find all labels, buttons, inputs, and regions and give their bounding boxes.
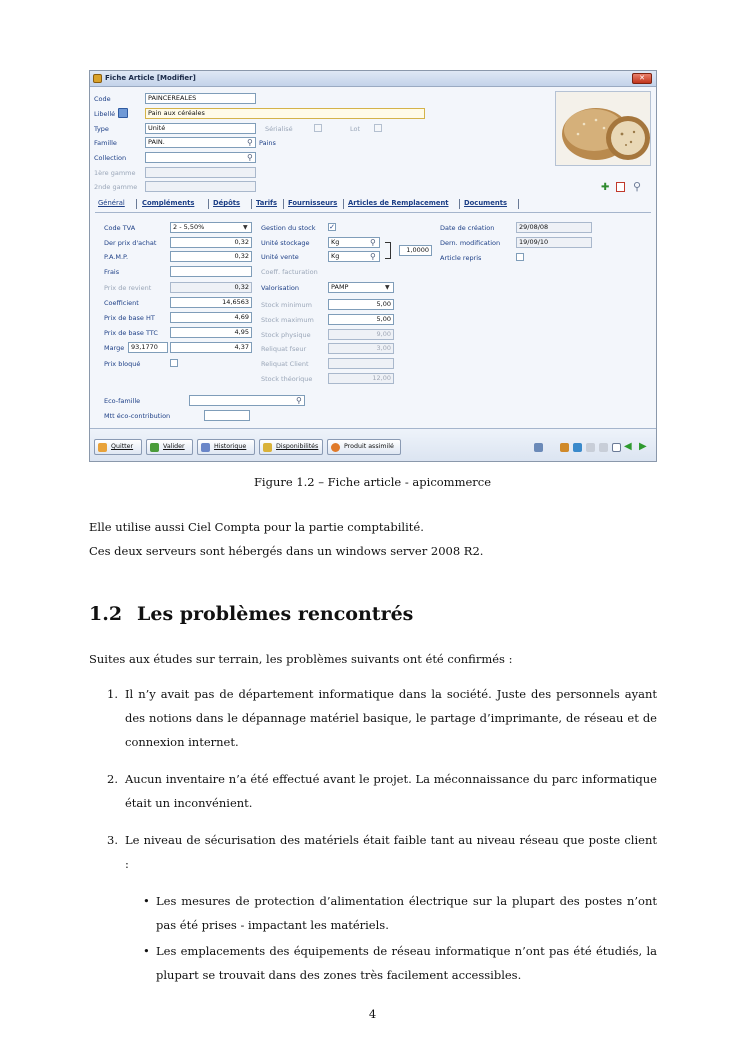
prix-revient-label: Prix de revient <box>104 284 152 292</box>
gamme1-label: 1ère gamme <box>94 169 136 177</box>
figure-caption: Figure 1.2 – Fiche article - apicommerce <box>253 475 492 489</box>
gamme1-input[interactable] <box>145 167 256 178</box>
previous-icon[interactable]: ◀ <box>624 441 632 452</box>
dern-modification-label: Dern. modification <box>440 239 501 247</box>
gestion-stock-label: Gestion du stock <box>261 224 316 232</box>
note-icon[interactable] <box>118 108 128 118</box>
conversion-bracket <box>385 242 391 259</box>
intro-line: Ces deux serveurs sont hébergés dans un windows server 2008 R2. <box>89 544 484 558</box>
collection-label: Collection <box>94 154 127 162</box>
prix-base-ttc-input[interactable]: 4,95 <box>170 327 252 338</box>
prix-base-ht-input[interactable]: 4,69 <box>170 312 252 323</box>
code-tva-select[interactable]: 2 - 5,50% <box>170 222 252 233</box>
tab-complements[interactable]: Compléments <box>142 199 195 207</box>
bread-image <box>556 92 651 166</box>
stock-physique-value: 9,00 <box>328 329 394 340</box>
chevron-down-icon[interactable]: ▼ <box>243 224 248 231</box>
serialise-checkbox[interactable] <box>314 124 322 132</box>
frais-label: Frais <box>104 268 120 276</box>
reliquat-fournisseur-value: 3,00 <box>328 343 394 354</box>
stock-theorique-label: Stock théorique <box>261 375 313 383</box>
der-prix-achat-input[interactable]: 0,32 <box>170 237 252 248</box>
tab-separator <box>343 199 344 209</box>
lot-checkbox[interactable] <box>374 124 382 132</box>
stock-theorique-value: 12,00 <box>328 373 394 384</box>
famille-input[interactable]: PAIN. <box>145 137 256 148</box>
collection-input[interactable] <box>145 152 256 163</box>
unite-vente-label: Unité vente <box>261 253 299 261</box>
section-intro: Suites aux études sur terrain, les problèmes suivants ont été confirmés : <box>89 652 513 666</box>
chevron-down-icon[interactable]: ▼ <box>385 284 390 291</box>
article-repris-checkbox[interactable] <box>516 253 524 261</box>
unite-stockage-input[interactable]: Kg <box>328 237 380 248</box>
bullet-icon: • <box>143 944 150 958</box>
page-number: 4 <box>368 1007 377 1021</box>
eco-famille-input[interactable] <box>189 395 305 406</box>
section-number: 1.2 <box>89 603 123 625</box>
stock-minimum-input[interactable]: 5,00 <box>328 299 394 310</box>
tab-depots[interactable]: Dépôts <box>213 199 241 207</box>
famille-label: Famille <box>94 139 117 147</box>
prix-revient-value: 0,32 <box>170 282 252 293</box>
prix-bloque-label: Prix bloqué <box>104 360 141 368</box>
stock-physique-label: Stock physique <box>261 331 311 339</box>
produit-assimile-button[interactable]: Produit assimilé <box>327 439 401 455</box>
historique-button[interactable]: Historique <box>197 439 255 455</box>
tab-separator <box>251 199 252 209</box>
code-tva-label: Code TVA <box>104 224 136 232</box>
coefficient-label: Coefficient <box>104 299 139 307</box>
pamp-input[interactable]: 0,32 <box>170 251 252 262</box>
close-button[interactable]: ✕ <box>632 73 652 84</box>
eco-famille-label: Eco-famille <box>104 397 141 405</box>
search-icon[interactable]: ⚲ <box>370 238 376 247</box>
stock-minimum-label: Stock minimum <box>261 301 312 309</box>
tab-separator <box>136 199 137 209</box>
stock-icon[interactable] <box>560 443 569 452</box>
stock-maximum-label: Stock maximum <box>261 316 314 324</box>
search-icon[interactable]: ⚲ <box>247 138 253 147</box>
mtt-eco-input[interactable] <box>204 410 250 421</box>
pamp-label: P.A.M.P. <box>104 253 129 261</box>
exit-icon <box>98 443 107 452</box>
lot-label: Lot <box>350 125 361 133</box>
add-icon[interactable]: ✚ <box>601 182 610 193</box>
tab-articles-remplacement[interactable]: Articles de Remplacement <box>348 199 449 207</box>
marge-label: Marge <box>104 344 125 352</box>
famille-description: Pains <box>259 139 276 147</box>
mtt-eco-label: Mtt éco-contribution <box>104 412 171 420</box>
valorisation-select[interactable]: PAMP <box>328 282 394 293</box>
coeff-facturation-label: Coeff. facturation <box>261 268 318 276</box>
disponibilites-button[interactable]: Disponibilités <box>259 439 323 455</box>
unite-vente-input[interactable]: Kg <box>328 251 380 262</box>
list-icon[interactable] <box>599 443 608 452</box>
history-icon <box>201 443 210 452</box>
libelle-label: Libellé <box>94 110 116 118</box>
code-label: Code <box>94 95 111 103</box>
intro-line: Elle utilise aussi Ciel Compta pour la partie comptabilité. <box>89 520 424 534</box>
tab-general[interactable]: Général <box>98 199 125 207</box>
date-creation-value: 29/08/08 <box>516 222 592 233</box>
dern-modification-value: 19/09/10 <box>516 237 592 248</box>
frais-input[interactable] <box>170 266 252 277</box>
reliquat-fournisseur-label: Reliquat fseur <box>261 345 307 353</box>
section-title: Les problèmes rencontrés <box>137 603 414 625</box>
document-icon[interactable] <box>612 443 621 452</box>
window-title: Fiche Article [Modifier] <box>105 74 196 82</box>
search-icon[interactable]: ⚲ <box>370 252 376 261</box>
bullet-icon: • <box>143 894 150 908</box>
gamme2-label: 2nde gamme <box>94 183 138 191</box>
der-prix-achat-label: Der prix d'achat <box>104 239 157 247</box>
zoom-icon[interactable]: ⚲ <box>633 180 642 193</box>
valider-button[interactable]: Valider <box>146 439 193 455</box>
delete-image-icon[interactable] <box>616 182 625 192</box>
search-icon[interactable]: ⚲ <box>296 396 302 405</box>
fiche-article-window <box>89 70 657 462</box>
user-menu-icon[interactable] <box>534 443 543 452</box>
validate-icon <box>150 443 159 452</box>
reliquat-client-value <box>328 358 394 369</box>
prix-base-ht-label: Prix de base HT <box>104 314 155 322</box>
tab-separator <box>518 199 519 209</box>
code-input[interactable]: PAINCEREALES <box>145 93 256 104</box>
coefficient-input[interactable]: 14,6563 <box>170 297 252 308</box>
search-icon[interactable]: ⚲ <box>247 153 253 162</box>
window-titlebar <box>90 71 656 87</box>
date-creation-label: Date de création <box>440 224 495 232</box>
gestion-stock-checkbox[interactable]: ✓ <box>329 223 335 231</box>
type-select[interactable]: Unité <box>145 123 256 134</box>
stock-maximum-input[interactable]: 5,00 <box>328 314 394 325</box>
availability-icon <box>263 443 272 452</box>
quitter-button[interactable]: Quitter <box>94 439 142 455</box>
marge-pct-input[interactable]: 93,1770 <box>128 342 168 353</box>
article-icon <box>93 74 102 83</box>
tab-separator <box>459 199 460 209</box>
product-icon <box>331 443 340 452</box>
valorisation-label: Valorisation <box>261 284 300 292</box>
gamme2-input[interactable] <box>145 181 256 192</box>
reliquat-client-label: Reliquat Client <box>261 360 309 368</box>
print-icon[interactable] <box>586 443 595 452</box>
chart-icon[interactable] <box>573 443 582 452</box>
section-heading <box>89 603 413 625</box>
type-label: Type <box>94 125 109 133</box>
product-photo <box>555 91 651 166</box>
article-repris-label: Article repris <box>440 254 482 262</box>
next-icon[interactable]: ▶ <box>639 441 647 452</box>
conversion-input[interactable]: 1,0000 <box>399 245 432 256</box>
prix-bloque-checkbox[interactable] <box>170 359 178 367</box>
marge-input[interactable]: 4,37 <box>170 342 252 353</box>
unite-stockage-label: Unité stockage <box>261 239 310 247</box>
serialise-label: Sérialisé <box>265 125 293 133</box>
prix-base-ttc-label: Prix de base TTC <box>104 329 158 337</box>
tab-separator <box>283 199 284 209</box>
libelle-input[interactable]: Pain aux céréales <box>145 108 425 119</box>
tab-separator <box>208 199 209 209</box>
tab-documents[interactable]: Documents <box>464 199 508 207</box>
tab-fournisseurs[interactable]: Fournisseurs <box>288 199 338 207</box>
tab-tarifs[interactable]: Tarifs <box>256 199 278 207</box>
bottom-toolbar <box>90 428 656 462</box>
